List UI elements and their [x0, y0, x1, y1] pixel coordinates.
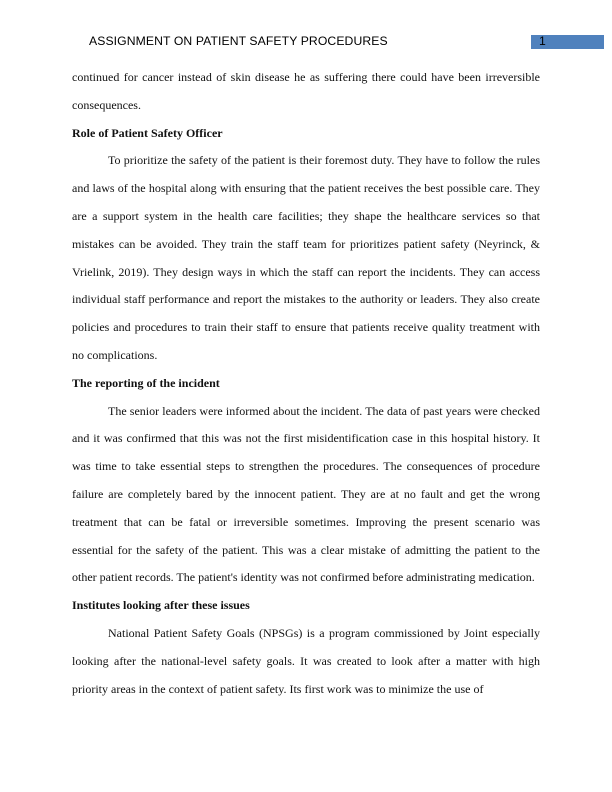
- paragraph-role: To prioritize the safety of the patient is their foremost duty. They have to follow the rules and laws of the hospital along with ensuring that the patient receives the best possible care. They are a support system in the health care facilities; they shape the healthcare services so that mistakes can be avoided. They train the staff team for prioritizes patient safety (Neyrinck, & Vrielink, 2019). They design ways in which the staff can report the incidents. They can access individual staff performance and report the mistakes to the authority or leaders. They also create policies and procedures to train their staff to ensure that patients receive quality treatment with no complications.: [72, 153, 540, 362]
- section-heading-role: Role of Patient Safety Officer: [72, 125, 223, 140]
- page-number: 1: [539, 34, 546, 48]
- paragraph-continued: continued for cancer instead of skin disease he as suffering there could have been irreversible consequences.: [72, 70, 540, 112]
- paragraph-reporting: The senior leaders were informed about the incident. The data of past years were checked and it was confirmed that this was not the first misidentification case in this hospital history. It was time to take essential steps to strengthen the procedures. The consequences of procedure failure are completely bared by the innocent patient. They are at no fault and get the wrong treatment that can be fatal or irreversible sometimes. Improving the present scenario was essential for the safety of the patient. This was a clear mistake of admitting the patient to the other patient records. The patient's identity was not confirmed before administrating medication.: [72, 403, 540, 585]
- document-body: [72, 64, 540, 703]
- paragraph-institutes: National Patient Safety Goals (NPSGs) is a program commissioned by Joint especially looking after the national-level safety goals. It was created to look after a matter with high priority areas in the context of patient safety. Its first work was to minimize the use of: [72, 625, 540, 696]
- running-head-title: ASSIGNMENT ON PATIENT SAFETY PROCEDURES: [89, 34, 388, 48]
- section-heading-reporting: The reporting of the incident: [72, 375, 220, 390]
- page-header: [0, 0, 612, 60]
- section-heading-institutes: Institutes looking after these issues: [72, 598, 250, 613]
- page-number-bar: [531, 35, 604, 49]
